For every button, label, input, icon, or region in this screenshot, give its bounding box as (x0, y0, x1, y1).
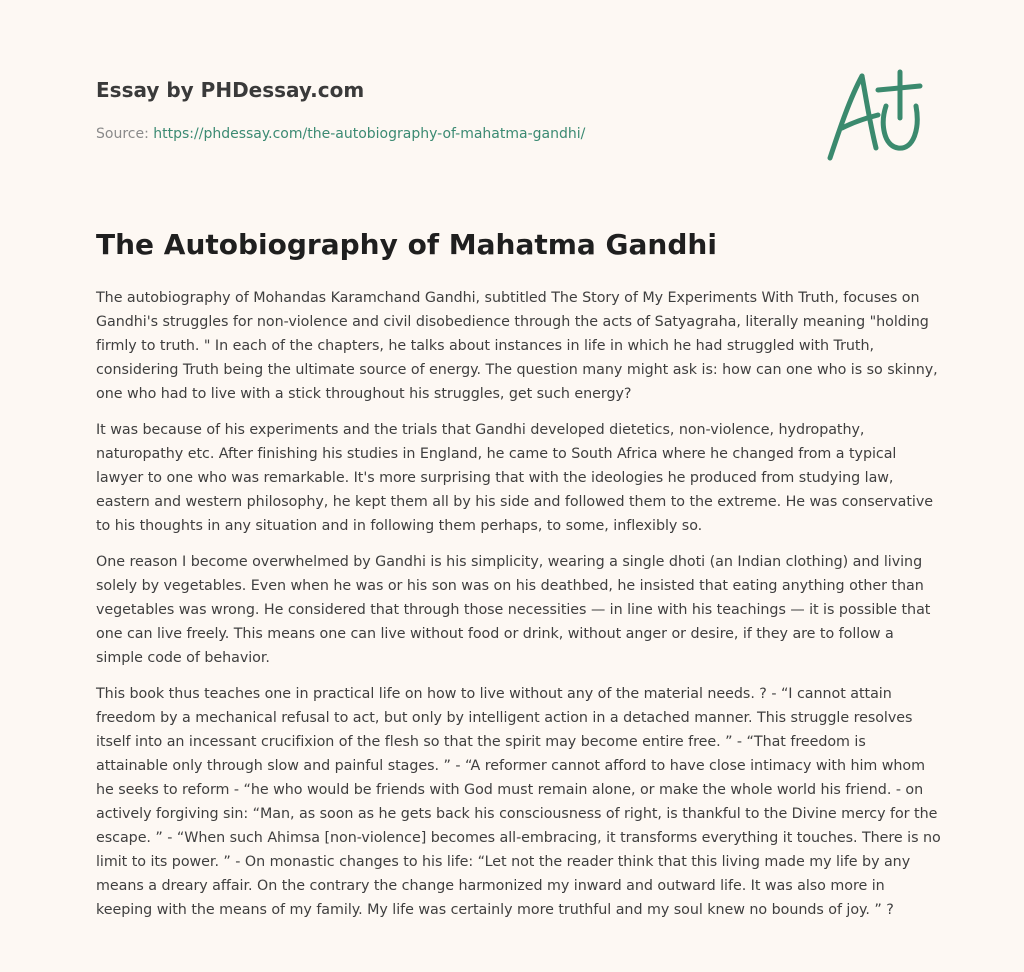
article-title: The Autobiography of Mahatma Gandhi (96, 228, 717, 261)
a-plus-logo-icon (820, 66, 930, 166)
page-header (96, 77, 796, 143)
source-link[interactable]: https://phdessay.com/the-autobiography-of-mahatma-gandhi/ (153, 126, 586, 142)
paragraph-1: The autobiography of Mohandas Karamchand Gandhi, subtitled The Story of My Experiments With Truth, focuses on Gandhi's struggles for non-violence and civil disobedience through the acts of Satyagraha, literally meaning "holding firmly to truth. " In each of the chapters, he talks about instances in life in which he had struggled with Truth, considering Truth being the ultimate source of energy. The question many might ask is: how can one who is so skinny, one who had to live with a stick throughout his struggles, get such energy? (96, 290, 938, 402)
paragraph-2: It was because of his experiments and the trials that Gandhi developed dietetics, non-violence, hydropathy, naturopathy etc. After finishing his studies in England, he came to South Africa where he changed from a typical lawyer to one who was remarkable. It's more surprising that with the ideologies he produced from studying law, eastern and western philosophy, he kept them all by his side and followed them to the extreme. He was conservative to his thoughts in any situation and in following them perhaps, to some, inflexibly so. (96, 422, 934, 534)
paragraph-3: One reason I become overwhelmed by Gandhi is his simplicity, wearing a single dhoti (an Indian clothing) and living solely by vegetables. Even when he was or his son was on his deathbed, he insisted that eating anything other than vegetables was wrong. He considered that through those necessities — in line with his teachings — it is possible that one can live freely. This means one can live without food or drink, without anger or desire, if they are to follow a simple code of behavior. (96, 554, 931, 666)
article-body (96, 286, 941, 934)
paragraph-4: This book thus teaches one in practical life on how to live without any of the material needs. ? - “I cannot attain freedom by a mechanical refusal to act, but only by intelligent action in a detached manner. This struggle resolves itself into an incessant crucifixion of the flesh so that the spirit may become entire free. ” - “That freedom is attainable only through slow and painful stages. ” - “A reformer cannot afford to have close intimacy with him whom he seeks to reform - “he who would be friends with God must remain alone, or make the whole world his friend. - on actively forgiving sin: “Man, as soon as he gets back his consciousness of right, is thankful to the Divine mercy for the escape. ” - “When such Ahimsa [non-violence] becomes all-embracing, it transforms everything it touches. There is no limit to its power. ” - On monastic changes to his life: “Let not the reader think that this living made my life by any means a dreary affair. On the contrary the change harmonized my inward and outward life. It was also more in keeping with the means of my family. My life was certainly more truthful and my soul knew no bounds of joy. ” ? (96, 686, 941, 918)
source-line (96, 125, 796, 143)
source-label: Source: (96, 126, 154, 142)
site-brand: Essay by PHDessay.com (96, 78, 365, 102)
